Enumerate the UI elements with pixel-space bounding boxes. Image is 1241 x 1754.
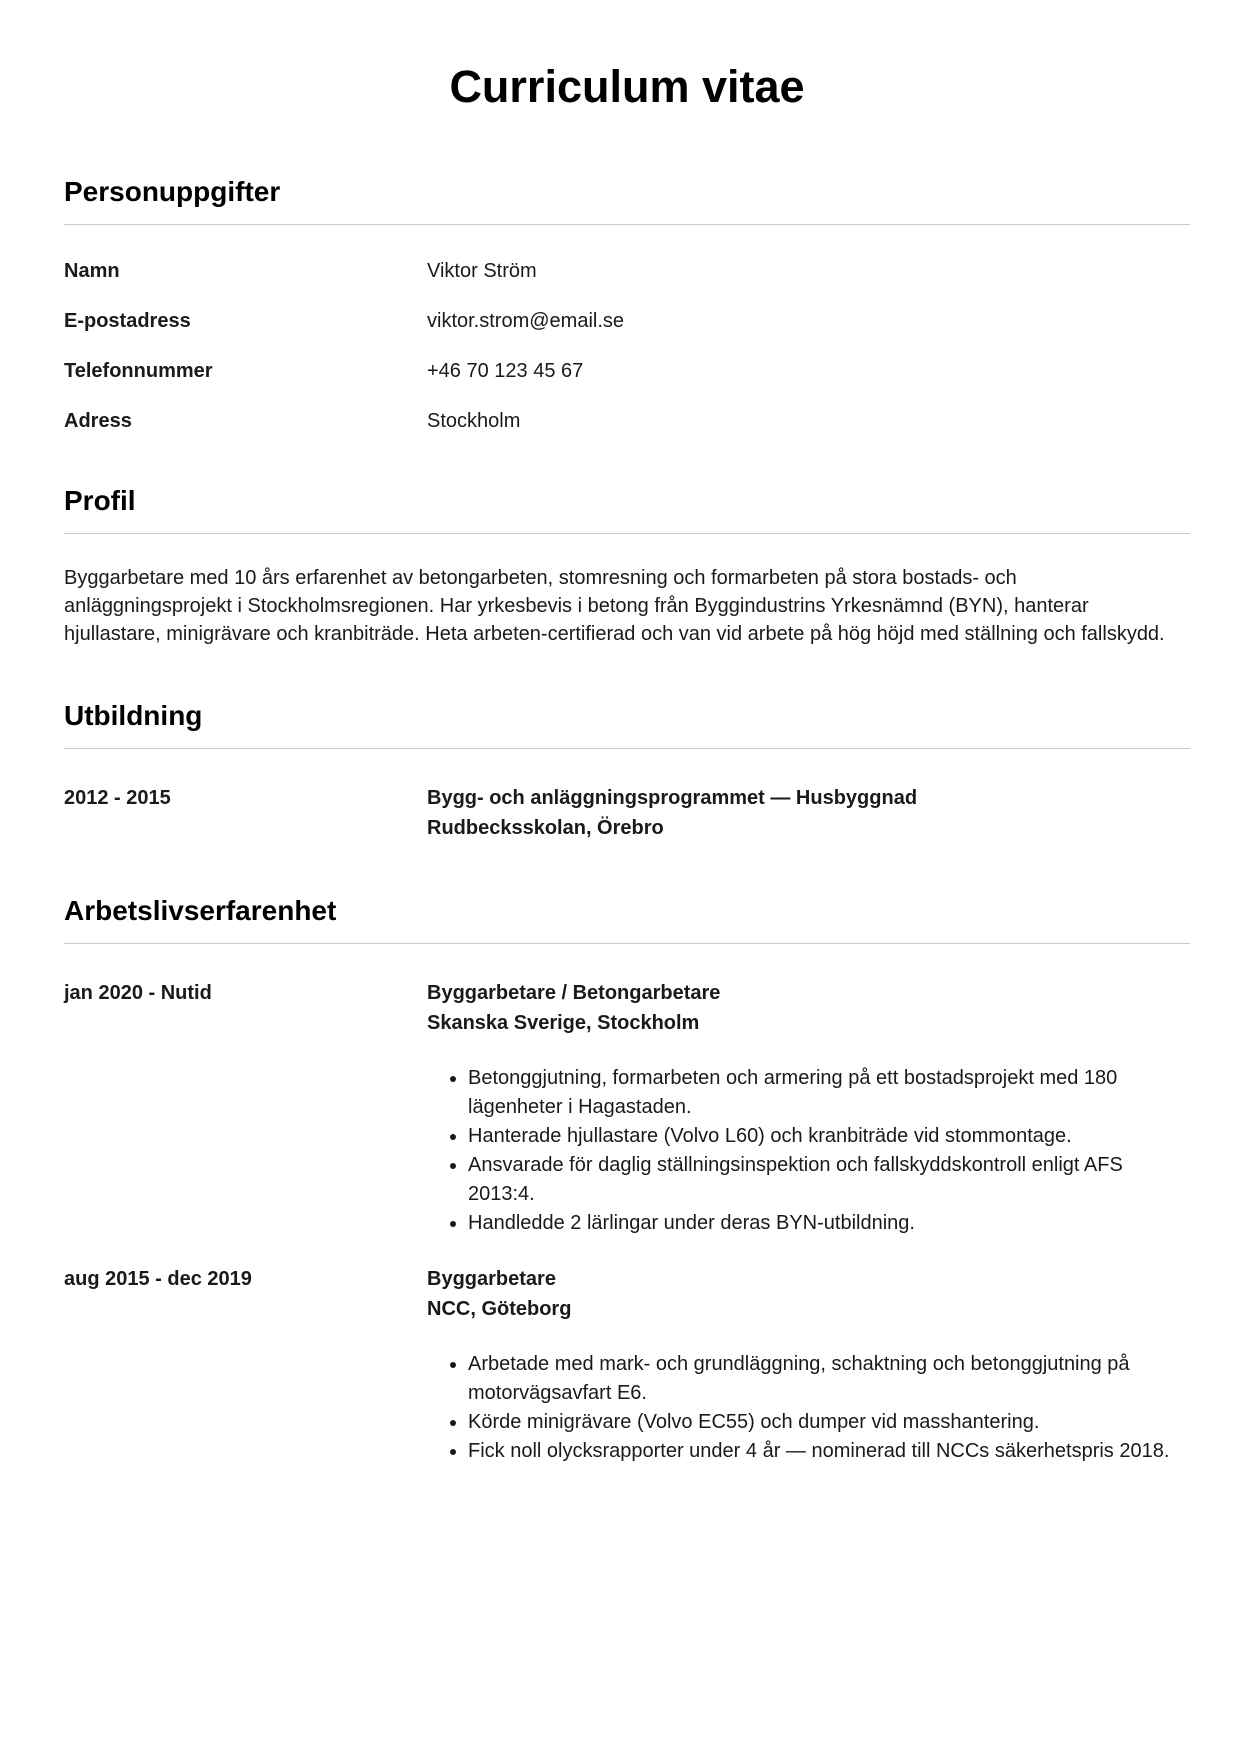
entry-bullet-list bbox=[427, 1350, 1190, 1466]
personal-row-phone bbox=[64, 359, 1190, 383]
section-heading-experience: Arbetslivserfarenhet bbox=[64, 895, 337, 927]
entry-details bbox=[427, 1264, 1190, 1466]
field-value-email: viktor.strom@email.se bbox=[427, 309, 625, 332]
field-value-phone: +46 70 123 45 67 bbox=[427, 359, 584, 382]
profile-summary: Byggarbetare med 10 års erfarenhet av betongarbeten, stomresning och formarbeten på stora bostads- och anläggningsprojekt i Stockholmsregionen. Har yrkesbevis i betong från Byggindustrins Yrkesnämnd (BYN), hanterar hjullastare, minigrävare och kranbiträde. Heta arbeten-certifierad och van vid arbete på hög höjd med ställning och fallskydd. bbox=[64, 566, 1165, 645]
section-education bbox=[64, 700, 1190, 843]
bullet-item: • Betonggjutning, formarbeten och armering på ett bostadsprojekt med 180 lägenheter i Hagastaden. bbox=[468, 1064, 1190, 1122]
section-experience bbox=[64, 895, 1190, 1466]
field-label: Namn bbox=[64, 259, 120, 282]
bullet-item: • Körde minigrävare (Volvo EC55) och dumper vid masshantering. bbox=[468, 1408, 1190, 1437]
bullet-item: • Hanterade hjullastare (Volvo L60) och kranbiträde vid stommontage. bbox=[468, 1122, 1190, 1151]
field-label: Telefonnummer bbox=[64, 359, 213, 382]
entry-title: Byggarbetare bbox=[427, 1268, 556, 1291]
entry-bullet-list bbox=[427, 1064, 1190, 1238]
personal-rows bbox=[64, 259, 1190, 433]
section-heading-profile: Profil bbox=[64, 484, 136, 516]
entry-details bbox=[427, 978, 1190, 1238]
personal-row-name bbox=[64, 259, 1190, 283]
entry-subtitle: Rudbecksskolan, Örebro bbox=[427, 817, 664, 840]
bullet-item: • Arbetade med mark- och grundläggning, schaktning och betonggjutning på motorvägsavfart E6. bbox=[468, 1350, 1190, 1408]
section-profile bbox=[64, 485, 1190, 648]
entry-subtitle: NCC, Göteborg bbox=[427, 1298, 572, 1321]
section-divider bbox=[64, 943, 1190, 944]
field-value-name: Viktor Ström bbox=[427, 259, 537, 282]
entry-period: 2012 - 2015 bbox=[64, 787, 171, 810]
entry-details bbox=[427, 783, 1190, 843]
field-label: E-postadress bbox=[64, 309, 191, 332]
bullet-item: • Handledde 2 lärlingar under deras BYN-utbildning. bbox=[468, 1209, 1190, 1238]
bullet-item: • Fick noll olycksrapporter under 4 år — nominerad till NCCs säkerhetspris 2018. bbox=[468, 1437, 1190, 1466]
section-heading-education: Utbildning bbox=[64, 699, 203, 731]
education-entry bbox=[64, 783, 1190, 843]
section-divider bbox=[64, 533, 1190, 534]
field-label: Adress bbox=[64, 409, 132, 432]
personal-row-email bbox=[64, 309, 1190, 333]
entry-title: Byggarbetare / Betongarbetare bbox=[427, 982, 721, 1005]
section-divider bbox=[64, 748, 1190, 749]
section-heading-personal: Personuppgifter bbox=[64, 175, 281, 207]
bullet-item: • Ansvarade för daglig ställningsinspektion och fallskyddskontroll enligt AFS 2013:4. bbox=[468, 1151, 1190, 1209]
entry-period: aug 2015 - dec 2019 bbox=[64, 1268, 252, 1291]
section-personal bbox=[64, 176, 1190, 433]
document-title: Curriculum vitae bbox=[449, 61, 805, 112]
entry-title: Bygg- och anläggningsprogrammet — Husbyggnad bbox=[427, 787, 918, 810]
experience-entry bbox=[64, 1264, 1190, 1466]
field-value-address: Stockholm bbox=[427, 409, 521, 432]
experience-entry bbox=[64, 978, 1190, 1238]
entry-period: jan 2020 - Nutid bbox=[64, 982, 212, 1005]
section-divider bbox=[64, 224, 1190, 225]
personal-row-address bbox=[64, 409, 1190, 433]
entry-subtitle: Skanska Sverige, Stockholm bbox=[427, 1012, 700, 1035]
